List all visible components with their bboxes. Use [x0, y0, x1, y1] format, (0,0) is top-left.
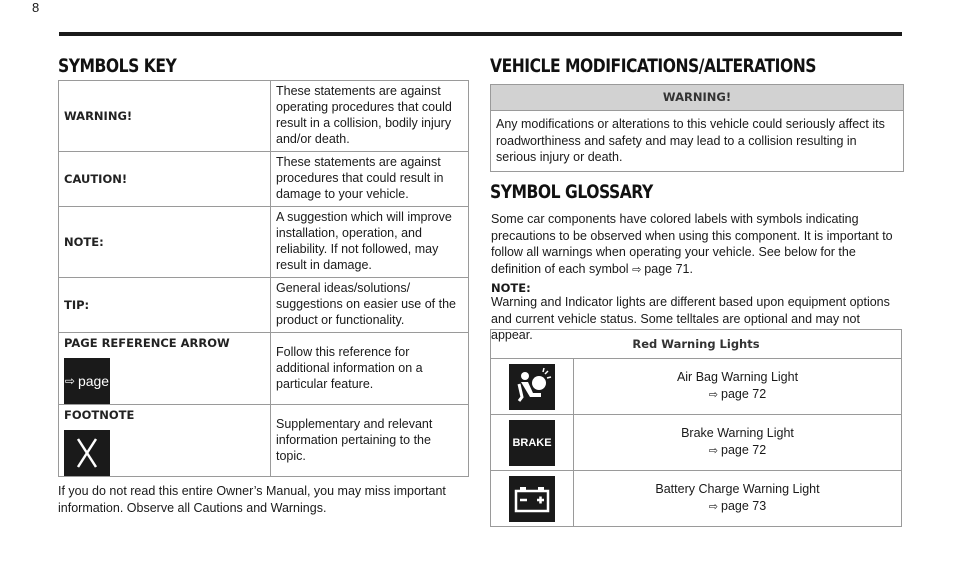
page-reference[interactable] — [575, 498, 900, 516]
key-description: General ideas/solutions/ suggestions on easier use of the product or functionality. — [271, 278, 469, 333]
warning-text: Any modifications or alterations to this vehicle could seriously affect its roadworthiness and safety and may lead to a collision resulting in serious injury or death. — [496, 117, 885, 164]
symbols-key-title: SYMBOLS KEY — [58, 55, 177, 77]
table-row — [59, 333, 469, 405]
warning-box — [490, 84, 904, 172]
table-row — [59, 152, 469, 207]
key-label: TIP: — [64, 298, 90, 312]
arrow-right-icon: ⇨ — [708, 501, 719, 513]
warning-header: WARNING! — [491, 85, 903, 111]
key-label: WARNING! — [64, 109, 133, 123]
note-label: NOTE: — [491, 281, 531, 295]
table-row — [59, 207, 469, 278]
glossary-intro — [491, 211, 903, 278]
page-reference-text: page 71. — [644, 261, 693, 276]
page-reference[interactable] — [575, 442, 900, 460]
key-label: NOTE: — [64, 235, 104, 249]
page-reference-text: page 73 — [721, 499, 767, 513]
arrow-right-icon: ⇨ — [708, 445, 719, 457]
key-description: These statements are against operating procedures that could result in a collision, bodily injury and/or death. — [271, 81, 469, 152]
top-rule — [59, 32, 902, 36]
note-text: Warning and Indicator lights are different based upon equipment options and current vehicle status. Some telltales are optional and may not appear. — [491, 295, 890, 342]
table-row — [59, 81, 469, 152]
key-label: CAUTION! — [64, 172, 128, 186]
arrow-right-icon: ⇨ — [632, 263, 642, 276]
table-row — [491, 415, 902, 471]
arrow-right-icon: ⇨ — [64, 374, 75, 388]
red-warning-lights-table — [490, 329, 902, 527]
airbag-icon — [509, 364, 555, 410]
page-reference-text: page 72 — [721, 443, 767, 457]
key-description: Supplementary and relevant information pertaining to the topic. — [271, 405, 469, 477]
light-name: Brake Warning Light — [681, 426, 794, 440]
footnote-icon — [64, 430, 110, 476]
key-description: Follow this reference for additional information on a particular feature. — [271, 333, 469, 405]
table-row — [59, 278, 469, 333]
page-number: 8 — [32, 0, 40, 15]
key-label: PAGE REFERENCE ARROW — [64, 336, 230, 350]
light-name: Battery Charge Warning Light — [655, 482, 820, 496]
battery-icon — [509, 476, 555, 522]
symbols-key-table — [58, 80, 469, 477]
page-reference[interactable] — [575, 386, 900, 404]
table-row — [59, 405, 469, 477]
page-reference-text: page — [77, 373, 110, 389]
owners-manual-note: If you do not read this entire Owner’s Manual, you may miss important information. Observe all Cautions and Warnings. — [58, 484, 446, 515]
table-row — [491, 359, 902, 415]
key-label: FOOTNOTE — [64, 408, 135, 422]
brake-icon-text: BRAKE — [512, 436, 552, 449]
light-name: Air Bag Warning Light — [676, 370, 799, 384]
page-reference-symbol — [64, 358, 110, 404]
glossary-intro-text: Some car components have colored labels with symbols indicating precautions to be observed when using this component. It is important to follow all warnings when operating your vehicle. See below for the definition of each symbol — [491, 212, 893, 276]
page-reference-text: page 72 — [721, 387, 767, 401]
key-description: These statements are against procedures that could result in damage to your vehicle. — [271, 152, 469, 207]
table-header: Red Warning Lights — [491, 330, 902, 359]
table-row — [491, 471, 902, 527]
key-description: A suggestion which will improve installation, operation, and reliability. If not followed, may result in damage. — [271, 207, 469, 278]
vehicle-mods-title: VEHICLE MODIFICATIONS/ALTERATIONS — [490, 55, 817, 77]
page-reference[interactable] — [632, 262, 693, 276]
brake-icon — [509, 420, 555, 466]
arrow-right-icon: ⇨ — [708, 389, 719, 401]
symbol-glossary-title: SYMBOL GLOSSARY — [490, 181, 653, 203]
